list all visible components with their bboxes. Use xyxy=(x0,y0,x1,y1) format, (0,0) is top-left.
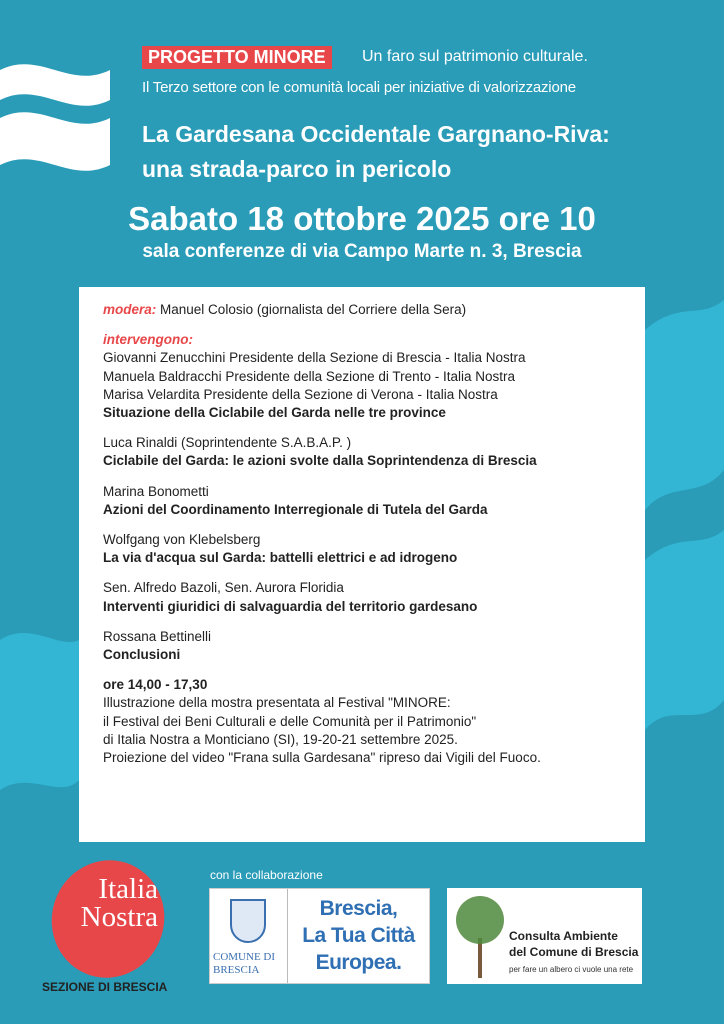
comune-brescia-logo xyxy=(209,888,430,984)
moderator-name: Manuel Colosio (giornalista del Corriere della Sera) xyxy=(160,302,467,317)
speakers-block xyxy=(103,331,645,422)
talk-topic: Ciclabile del Garda: le azioni svolte dalla Soprintendenza di Brescia xyxy=(103,453,537,469)
wave-right-1 xyxy=(645,300,724,510)
afternoon-line: di Italia Nostra a Monticiano (SI), 19-20-21 settembre 2025. xyxy=(103,731,458,747)
event-date: Sabato 18 ottobre 2025 ore 10 xyxy=(128,200,596,237)
talk-topic: La via d'acqua sul Garda: battelli elettrici e ad idrogeno xyxy=(103,550,458,566)
consulta-text: del Comune di Brescia xyxy=(509,945,639,959)
talk-speaker: Marina Bonometti xyxy=(103,483,209,499)
talk-speaker: Rossana Bettinelli xyxy=(103,628,212,644)
talk xyxy=(103,434,645,470)
event-venue: sala conferenze di via Campo Marte n. 3, Brescia xyxy=(142,241,582,262)
consulta-text: Consulta Ambiente xyxy=(509,929,618,943)
talk xyxy=(103,628,645,664)
talk-topic: Conclusioni xyxy=(103,647,181,663)
consulta-ambiente-logo xyxy=(447,888,642,984)
slogan-line: Brescia, xyxy=(319,897,398,920)
subtitle: Il Terzo settore con le comunità locali per iniziative di valorizzazione xyxy=(142,79,576,96)
section-label: SEZIONE DI BRESCIA xyxy=(42,980,168,994)
comune-text: COMUNE DI xyxy=(213,951,276,963)
speaker: Marisa Velardita Presidente della Sezione di Verona - Italia Nostra xyxy=(103,386,498,402)
program-box xyxy=(79,287,645,842)
talk-topic: Interventi giuridici di salvaguardia del territorio gardesano xyxy=(103,598,478,614)
wave-right-2 xyxy=(645,530,724,730)
afternoon-line: il Festival dei Beni Culturali e delle Comunità per il Patrimonio" xyxy=(103,713,477,729)
talk-topic: Situazione della Ciclabile del Garda nelle tre province xyxy=(103,405,446,421)
talk xyxy=(103,483,645,519)
afternoon-block xyxy=(103,676,645,767)
wave-logo-top xyxy=(0,64,110,106)
talk-topic: Azioni del Coordinamento Interregionale di Tutela del Garda xyxy=(103,501,488,517)
talk-speaker: Wolfgang von Klebelsberg xyxy=(103,532,261,548)
tree-icon xyxy=(451,888,511,984)
title-line-2: una strada-parco in pericolo xyxy=(142,156,452,182)
speaker: Manuela Baldracchi Presidente della Sezione di Trento - Italia Nostra xyxy=(103,368,515,384)
speaker: Giovanni Zenucchini Presidente della Sezione di Brescia - Italia Nostra xyxy=(103,350,526,366)
logo-text: Nostra xyxy=(80,901,158,933)
talk xyxy=(103,579,645,615)
talk-speaker: Luca Rinaldi (Soprintendente S.A.B.A.P. ) xyxy=(103,435,352,451)
slogan-line: La Tua Città xyxy=(302,924,415,947)
project-tag: PROGETTO MINORE xyxy=(142,46,332,69)
comune-text: BRESCIA xyxy=(213,964,260,976)
wave-logo-bottom xyxy=(0,112,110,171)
brescia-slogan xyxy=(288,889,429,983)
speakers-label: intervengono: xyxy=(103,332,193,348)
moderator-label: modera: xyxy=(103,302,157,317)
tagline: Un faro sul patrimonio culturale. xyxy=(362,48,588,65)
collaboration-label: con la collaborazione xyxy=(210,868,323,882)
event-title xyxy=(142,117,610,187)
afternoon-line: Proiezione del video "Frana sulla Gardesana" ripreso dai Vigili del Fuoco. xyxy=(103,750,541,766)
coat-of-arms xyxy=(210,889,288,983)
afternoon-line: Illustrazione della mostra presentata al Festival "MINORE: xyxy=(103,695,451,711)
wave-left xyxy=(0,633,79,790)
talk xyxy=(103,531,645,567)
moderator xyxy=(103,301,645,319)
talk-speaker: Sen. Alfredo Bazoli, Sen. Aurora Floridia xyxy=(103,580,344,596)
title-line-1: La Gardesana Occidentale Gargnano-Riva: xyxy=(142,121,610,147)
logo-text: Italia xyxy=(98,873,158,905)
consulta-motto: per fare un albero ci vuole una rete xyxy=(509,965,634,974)
afternoon-time: ore 14,00 - 17,30 xyxy=(103,677,208,693)
italia-nostra-logo xyxy=(58,875,158,931)
slogan-line: Europea. xyxy=(315,951,402,974)
shield-icon xyxy=(230,899,266,943)
